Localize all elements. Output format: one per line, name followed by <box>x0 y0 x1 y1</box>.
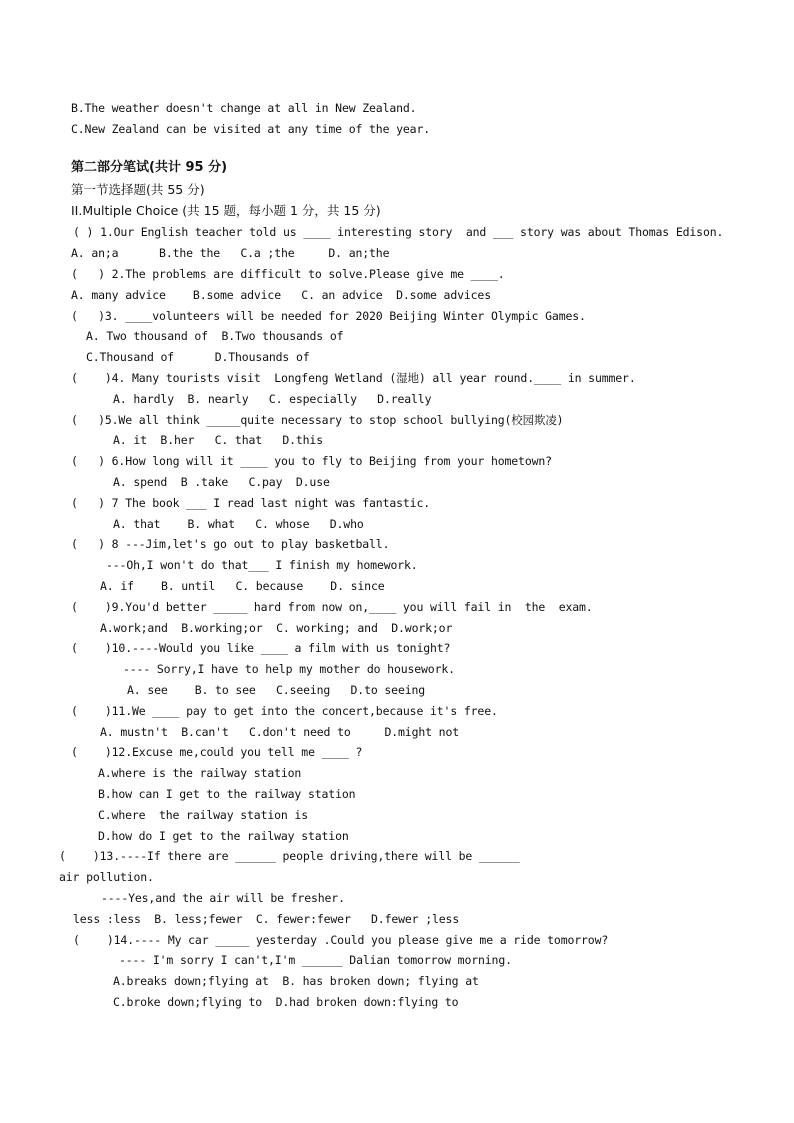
question-line: ( )3. ____volunteers will be needed for 2020 Beijing Winter Olympic Games. <box>71 309 586 323</box>
option-line: A. that B. what C. whose D.who <box>113 517 364 531</box>
question-line: ---- I'm sorry I can't,I'm ______ Dalian tomorrow morning. <box>119 953 512 967</box>
option-line: D.how do I get to the railway station <box>98 829 349 843</box>
option-line: B.The weather doesn't change at all in New Zealand. <box>71 101 417 115</box>
option-line: A. mustn't B.can't C.don't need to D.might not <box>100 725 460 739</box>
option-line: C.Thousand of D.Thousands of <box>86 350 310 364</box>
question-line: ( ) 8 ---Jim,let's go out to play basketball. <box>71 537 390 551</box>
option-line: A. if B. until C. because D. since <box>100 579 385 593</box>
question-line: ( ) 1.Our English teacher told us ____ interesting story and ___ story was about Thomas Edison. <box>73 225 724 239</box>
question-line: ( )14.---- My car _____ yesterday .Could you please give me a ride tomorrow? <box>73 933 609 947</box>
option-line: A.breaks down;flying at B. has broken down; flying at <box>113 974 479 988</box>
question-line: ( )11.We ____ pay to get into the concert,because it's free. <box>71 704 498 718</box>
option-line: A.work;and B.working;or C. working; and D.work;or <box>100 621 453 635</box>
option-line: A. an;a B.the the C.a ;the D. an;the <box>71 246 390 260</box>
question-line: ( )12.Excuse me,could you tell me ____ ? <box>71 745 363 759</box>
option-line: A.where is the railway station <box>98 766 302 780</box>
option-line: A. hardly B. nearly C. especially D.really <box>113 392 432 406</box>
part-title: 第二部分笔试(共计 95 分) <box>71 160 228 175</box>
question-line: air pollution. <box>59 870 154 884</box>
option-line: B.how can I get to the railway station <box>98 787 356 801</box>
option-line: A. Two thousand of B.Two thousands of <box>86 329 344 343</box>
question-line: ---- Sorry,I have to help my mother do housework. <box>123 662 455 676</box>
option-line: C.broke down;flying to D.had broken down:flying to <box>113 995 459 1009</box>
question-line: ( )9.You'd better _____ hard from now on,____ you will fail in the exam. <box>71 600 593 614</box>
question-line: ---Oh,I won't do that___ I finish my homework. <box>106 558 418 572</box>
question-line: ( )10.----Would you like ____ a film with us tonight? <box>71 641 451 655</box>
question-line: ( )5.We all think _____quite necessary to stop school bullying(校园欺凌) <box>71 413 564 427</box>
mc-heading: II.Multiple Choice (共 15 题，每小题 1 分，共 15 分) <box>71 203 381 218</box>
section-title: 第一节选择题(共 55 分) <box>71 182 205 197</box>
question-line: ( ) 7 The book ___ I read last night was fantastic. <box>71 496 431 510</box>
option-line: A. many advice B.some advice C. an advice D.some advices <box>71 288 491 302</box>
option-line: A. spend B .take C.pay D.use <box>113 475 330 489</box>
question-line: ( )13.----If there are ______ people driving,there will be ______ <box>59 849 520 863</box>
question-line: ( ) 2.The problems are difficult to solve.Please give me ____. <box>71 267 505 281</box>
option-line: A. it B.her C. that D.this <box>113 433 323 447</box>
option-line: A. see B. to see C.seeing D.to seeing <box>127 683 426 697</box>
option-line: C.New Zealand can be visited at any time of the year. <box>71 122 431 136</box>
option-line: less :less B. less;fewer C. fewer:fewer D.fewer ;less <box>73 912 460 926</box>
question-line: ----Yes,and the air will be fresher. <box>101 891 345 905</box>
option-line: C.where the railway station is <box>98 808 308 822</box>
question-line: ( )4. Many tourists visit Longfeng Wetland (湿地) all year round.____ in summer. <box>71 371 636 385</box>
question-line: ( ) 6.How long will it ____ you to fly to Beijing from your hometown? <box>71 454 552 468</box>
